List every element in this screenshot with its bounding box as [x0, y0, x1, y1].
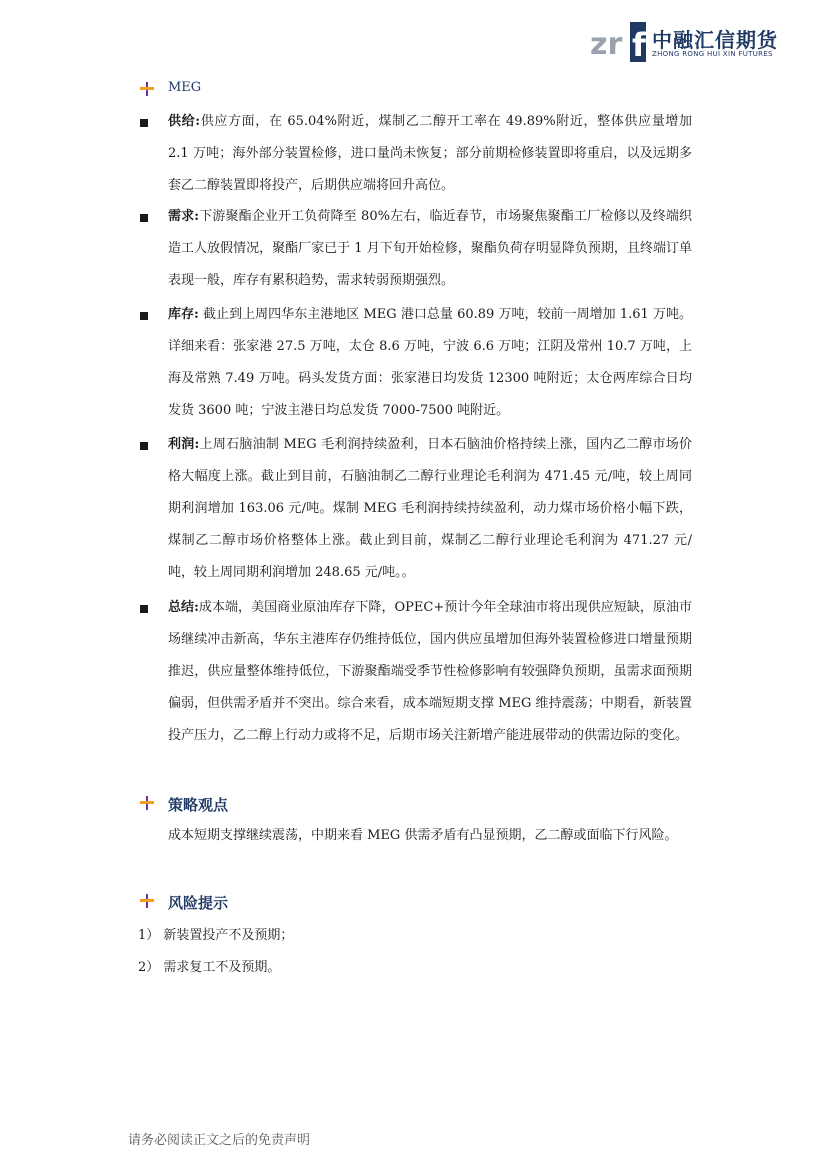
bullet-square-icon	[140, 214, 148, 222]
inventory-label: 库存:	[168, 307, 199, 322]
inventory-text: 截止到上周四华东主港地区 MEG 港口总量 60.89 万吨，较前一周增加 1.61 万吨。详细来看：张家港 27.5 万吨，太仓 8.6 万吨，宁波 6.6 万吨；江阴及常州 10.7 万吨，上海及常熟 7.49 万吨。码头发货方面：张家港日均发货 12300 吨附近；太仓两库综合日均发货 3600 吨；宁波主港日均总发货 7000-7500 吨附近。	[168, 307, 692, 418]
summary-paragraph	[168, 592, 692, 752]
company-logo	[590, 20, 780, 64]
logo-chinese-name: 中融汇信期货	[652, 28, 778, 52]
logo-english-name: ZHONG RONG HUI XIN FUTURES	[652, 50, 773, 58]
profit-text: 上周石脑油制 MEG 毛利润持续盈利，日本石脑油价格持续上涨，国内乙二醇市场价格大幅度上涨。截止到目前，石脑油制乙二醇行业理论毛利润为 471.45 元/吨，较上周同期利润增加 163.06 元/吨。煤制 MEG 毛利润持续持续盈利，动力煤市场价格小幅下跌，煤制乙二醇市场价格整体上涨。截止到目前，煤制乙二醇行业理论毛利润为 471.27 元/吨，较上周同期利润增加 248.65 元/吨。。	[168, 437, 692, 580]
meg-section-title: MEG	[168, 80, 202, 95]
supply-text: 供应方面，在 65.04%附近，煤制乙二醇开工率在 49.89%附近，整体供应量增加 2.1 万吨；海外部分装置检修，进口量尚未恢复；部分前期检修装置即将重启，以及远期多套乙二醇装置即将投产，后期供应端将回升高位。	[168, 114, 692, 193]
bullet-square-icon	[140, 605, 148, 613]
summary-label: 总结:	[168, 600, 199, 615]
bullet-square-icon	[140, 442, 148, 450]
profit-paragraph	[168, 429, 692, 589]
strategy-text: 成本短期支撑继续震荡，中期来看 MEG 供需矛盾有凸显预期，乙二醇或面临下行风险。	[168, 828, 678, 843]
risk-item: 2） 需求复工不及预期。	[138, 960, 281, 975]
strategy-section-title: 策略观点	[168, 796, 229, 814]
section-flag-icon	[140, 796, 154, 810]
summary-text: 成本端，美国商业原油库存下降，OPEC+预计今年全球油市将出现供应短缺，原油市场继续冲击新高，华东主港库存仍维持低位，国内供应虽增加但海外装置检修进口增量预期推迟，供应量整体维持低位，下游聚酯端受季节性检修影响有较强降负预期，虽需求面预期偏弱，但供需矛盾并不突出。综合来看，成本端短期支撑 MEG 维持震荡；中期看，新装置投产压力，乙二醇上行动力或将不足，后期市场关注新增产能进展带动的供需边际的变化。	[168, 600, 692, 743]
demand-label: 需求:	[168, 209, 200, 224]
bullet-square-icon	[140, 119, 148, 127]
zrf-logo-mark	[590, 20, 650, 64]
disclaimer-footer: 请务必阅读正文之后的免责声明	[128, 1133, 311, 1148]
section-flag-icon	[140, 894, 154, 908]
demand-paragraph	[168, 201, 692, 297]
inventory-paragraph	[168, 299, 692, 427]
svg-text:zr: zr	[590, 27, 623, 62]
risk-section-title: 风险提示	[168, 894, 229, 912]
profit-label: 利润:	[168, 437, 200, 452]
section-flag-icon	[140, 82, 154, 96]
supply-label: 供给:	[168, 114, 201, 129]
supply-paragraph	[168, 106, 692, 202]
demand-text: 下游聚酯企业开工负荷降至 80%左右，临近春节，市场聚焦聚酯工厂检修以及终端织造工人放假情况，聚酯厂家已于 1 月下旬开始检修，聚酯负荷存明显降负预期，且终端订单表现一般，库存有累积趋势，需求转弱预期强烈。	[168, 209, 692, 288]
bullet-square-icon	[140, 312, 148, 320]
svg-text:f: f	[632, 26, 646, 64]
risk-item: 1） 新装置投产不及预期；	[138, 928, 294, 943]
